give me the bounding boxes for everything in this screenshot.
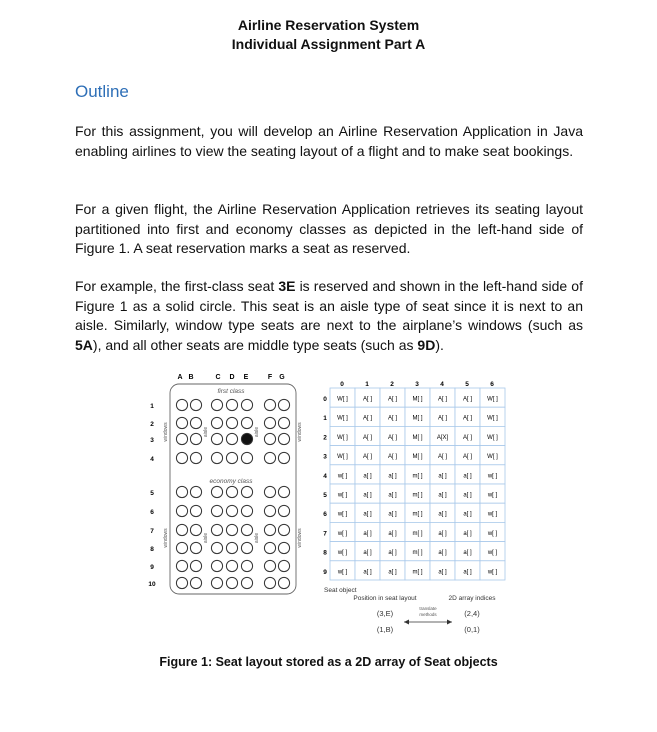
array-cell: m[ ] (412, 492, 423, 499)
array-cell: a[ ] (388, 530, 397, 537)
seat-row-number: 7 (150, 528, 154, 535)
array-cell: M[ ] (412, 396, 423, 403)
array-cell: A[X] (436, 434, 449, 441)
seat (190, 486, 201, 497)
seat (278, 486, 289, 497)
array-cell: w[ ] (487, 569, 498, 576)
array-cell: a[ ] (363, 511, 372, 518)
seat (176, 560, 187, 571)
seat (190, 452, 201, 463)
array-cell: A[ ] (462, 415, 473, 422)
seat-row-number: 6 (150, 509, 154, 516)
array-cell: A[ ] (462, 454, 473, 461)
array-cell: W[ ] (487, 396, 498, 403)
seat (241, 560, 252, 571)
seat-ref-3e: 3E (278, 278, 296, 294)
seat (211, 486, 222, 497)
array-cell: m[ ] (412, 473, 423, 480)
array-column-index: 0 (340, 381, 344, 388)
document-subtitle: Individual Assignment Part A (231, 36, 426, 52)
aisle-label: aisle (254, 532, 260, 544)
array-column-index: 1 (365, 381, 369, 388)
array-cell: m[ ] (412, 550, 423, 557)
seat (226, 486, 237, 497)
seat (176, 486, 187, 497)
seat (226, 505, 237, 516)
array-cell: a[ ] (388, 550, 397, 557)
seat (211, 577, 222, 588)
array-cell: W[ ] (487, 454, 498, 461)
windows-label: windows (297, 528, 303, 548)
seat (190, 433, 201, 444)
array-column-index: 6 (490, 381, 494, 388)
array-cell: w[ ] (337, 569, 348, 576)
seat (278, 452, 289, 463)
array-cell: M[ ] (412, 454, 423, 461)
array-cell: A[ ] (437, 396, 448, 403)
array-row-index: 4 (323, 472, 327, 480)
seat (211, 505, 222, 516)
seat (190, 560, 201, 571)
translate-label: methods (419, 612, 437, 617)
figure-caption: Figure 1: Seat layout stored as a 2D array of Seat objects (159, 655, 498, 669)
seat (278, 577, 289, 588)
array-column-index: 4 (440, 381, 444, 388)
array-row-index: 9 (323, 568, 327, 576)
array-column-index: 3 (415, 381, 419, 388)
array-cell: a[ ] (388, 473, 397, 480)
seat (264, 542, 275, 553)
array-cell: a[ ] (363, 550, 372, 557)
seat (176, 452, 187, 463)
windows-label: windows (163, 528, 169, 548)
seat (241, 417, 252, 428)
array-cell: A[ ] (387, 434, 398, 441)
array-cell: A[ ] (387, 454, 398, 461)
array-cell: A[ ] (362, 415, 373, 422)
array-cell: a[ ] (463, 473, 472, 480)
seat (190, 542, 201, 553)
array-cell: a[ ] (363, 530, 372, 537)
seat (211, 433, 222, 444)
seat (211, 417, 222, 428)
seat (211, 560, 222, 571)
array-cell: w[ ] (487, 511, 498, 518)
seat-ref-5a: 5A (75, 336, 93, 353)
seat (190, 524, 201, 535)
first-class-label: first class (217, 388, 245, 395)
seat-layout-figure (0, 362, 657, 652)
array-cell: W[ ] (337, 396, 348, 403)
seat (241, 486, 252, 497)
array-row-index: 1 (323, 415, 327, 423)
array-cell: a[ ] (438, 550, 447, 557)
seat (211, 542, 222, 553)
seat-row-number: 5 (150, 490, 154, 497)
example-position: (3,E) (376, 609, 394, 618)
array-cell: A[ ] (387, 396, 398, 403)
array-cell: w[ ] (337, 511, 348, 518)
array-column-index: 5 (465, 381, 469, 388)
seat (278, 505, 289, 516)
outline-paragraph-2: For a given flight, the Airline Reservation Application retrieves its seating layout partitioned into first and economy classes as depicted in the left-hand side of Figure 1. A seat reservation marks a seat as reserved. (75, 201, 583, 256)
seat-column-label: E (243, 374, 249, 381)
seat-row-number: 3 (150, 437, 154, 444)
seat (264, 524, 275, 535)
seat (190, 577, 201, 588)
array-cell: a[ ] (363, 473, 372, 480)
array-cell: a[ ] (388, 511, 397, 518)
array-cell: a[ ] (438, 530, 447, 537)
seat (264, 417, 275, 428)
seat-column-label: A (177, 374, 183, 381)
array-cell: w[ ] (337, 492, 348, 499)
example-index: (2,4) (464, 609, 480, 618)
array-cell: w[ ] (337, 530, 348, 537)
array-cell: a[ ] (388, 569, 397, 576)
translate-label: translate (419, 606, 437, 611)
array-row-index: 2 (323, 434, 327, 442)
seat (226, 433, 237, 444)
windows-label: windows (297, 422, 303, 442)
seat-column-label: F (267, 374, 273, 381)
seat (226, 560, 237, 571)
array-cell: w[ ] (487, 473, 498, 480)
seat (264, 452, 275, 463)
array-row-index: 7 (323, 530, 327, 538)
seat (176, 433, 187, 444)
economy-class-label: economy class (209, 478, 253, 485)
seat (264, 505, 275, 516)
seat-ref-9d: 9D (417, 336, 436, 353)
windows-label: windows (163, 422, 169, 442)
seat (211, 524, 222, 535)
array-cell: w[ ] (337, 550, 348, 557)
seat (176, 505, 187, 516)
seat (176, 577, 187, 588)
seat (176, 542, 187, 553)
array-row-index: 6 (323, 511, 327, 519)
array-row-index: 5 (323, 492, 327, 499)
array-cell: a[ ] (438, 511, 447, 518)
seat (264, 399, 275, 410)
aisle-label: aisle (203, 532, 209, 544)
array-cell: a[ ] (463, 511, 472, 518)
seat (264, 433, 275, 444)
seat-row-number: 9 (150, 564, 154, 571)
array-cell: w[ ] (487, 550, 498, 557)
para3-text: For example, the first-class seat (75, 278, 279, 294)
seat-column-label: C (215, 374, 221, 381)
outline-paragraph-3 (75, 277, 583, 355)
array-cell: M[ ] (412, 434, 423, 441)
seat (176, 417, 187, 428)
seat (176, 399, 187, 410)
seat (190, 417, 201, 428)
seat (278, 560, 289, 571)
seat-row-number: 10 (148, 581, 156, 588)
array-cell: A[ ] (362, 434, 373, 441)
indices-label: 2D array indices (448, 595, 496, 602)
seat (278, 433, 289, 444)
array-cell: w[ ] (487, 492, 498, 499)
arrow-head-left (404, 620, 409, 625)
seat (226, 452, 237, 463)
example-position: (1,B) (376, 625, 394, 634)
seat-object-label: Seat object (324, 587, 357, 594)
seat (241, 452, 252, 463)
seat-column-label: G (279, 374, 285, 381)
seat (241, 524, 252, 535)
array-cell: m[ ] (412, 530, 423, 537)
array-cell: A[ ] (437, 454, 448, 461)
array-cell: A[ ] (462, 434, 473, 441)
seat (264, 560, 275, 571)
seat-column-label: B (188, 374, 194, 381)
aisle-label: aisle (203, 426, 209, 438)
seat (241, 399, 252, 410)
array-cell: W[ ] (337, 454, 348, 461)
array-cell: A[ ] (362, 396, 373, 403)
seat (264, 577, 275, 588)
seat (226, 577, 237, 588)
reserved-seat (241, 433, 252, 444)
aisle-label: aisle (254, 426, 260, 438)
seat (278, 542, 289, 553)
seat-row-number: 8 (150, 546, 154, 553)
array-cell: W[ ] (487, 434, 498, 441)
seat (226, 399, 237, 410)
array-cell: W[ ] (337, 434, 348, 441)
array-row-index: 3 (323, 453, 327, 461)
para3-text: is reserved and shown in the left-hand side of Figure 1 as a solid circle. This seat is an aisle type of seat since it is next to an aisle. Similarly, window type seats are next to the airplane’s windows (such as (75, 278, 583, 333)
seat-row-number: 1 (150, 403, 154, 410)
seat-row-number: 2 (150, 421, 154, 428)
array-cell: a[ ] (463, 569, 472, 576)
array-cell: a[ ] (463, 530, 472, 537)
array-cell: w[ ] (337, 473, 348, 480)
seat-row-number: 4 (150, 456, 154, 463)
seat (190, 505, 201, 516)
seat (211, 399, 222, 410)
array-cell: a[ ] (438, 492, 447, 499)
example-index: (0,1) (464, 625, 480, 634)
seat-column-label: D (229, 374, 235, 381)
array-cell: a[ ] (363, 492, 372, 499)
array-cell: A[ ] (462, 396, 473, 403)
outline-paragraph-1: For this assignment, you will develop an Airline Reservation Application in Java enabling airlines to view the seating layout of a flight and to make seat bookings. (75, 123, 583, 159)
arrow-head-right (447, 620, 452, 625)
array-cell: a[ ] (388, 492, 397, 499)
seat (176, 524, 187, 535)
seat (278, 524, 289, 535)
array-row-index: 0 (323, 396, 327, 403)
seat (190, 399, 201, 410)
seat (211, 452, 222, 463)
array-column-index: 2 (390, 381, 394, 388)
array-cell: a[ ] (463, 550, 472, 557)
array-cell: M[ ] (412, 415, 423, 422)
array-cell: a[ ] (463, 492, 472, 499)
array-cell: W[ ] (487, 415, 498, 422)
seat (241, 505, 252, 516)
seat (226, 417, 237, 428)
seat (278, 417, 289, 428)
seat (226, 524, 237, 535)
array-cell: a[ ] (438, 473, 447, 480)
array-cell: A[ ] (437, 415, 448, 422)
array-cell: m[ ] (412, 511, 423, 518)
para3-text: ), and all other seats are middle type seats (such as (92, 336, 418, 353)
seat (278, 399, 289, 410)
array-cell: w[ ] (487, 530, 498, 537)
array-row-index: 8 (323, 549, 327, 557)
seat (264, 486, 275, 497)
document-title: Airline Reservation System (237, 17, 420, 33)
array-cell: A[ ] (387, 415, 398, 422)
position-label: Position in seat layout (353, 595, 417, 602)
array-cell: W[ ] (337, 415, 348, 422)
outline-heading: Outline (75, 82, 129, 101)
para3-text: ). (435, 336, 444, 353)
array-cell: a[ ] (363, 569, 372, 576)
array-cell: A[ ] (362, 454, 373, 461)
array-cell: a[ ] (438, 569, 447, 576)
seat (241, 577, 252, 588)
seat (241, 542, 252, 553)
array-cell: m[ ] (412, 569, 423, 576)
seat (226, 542, 237, 553)
